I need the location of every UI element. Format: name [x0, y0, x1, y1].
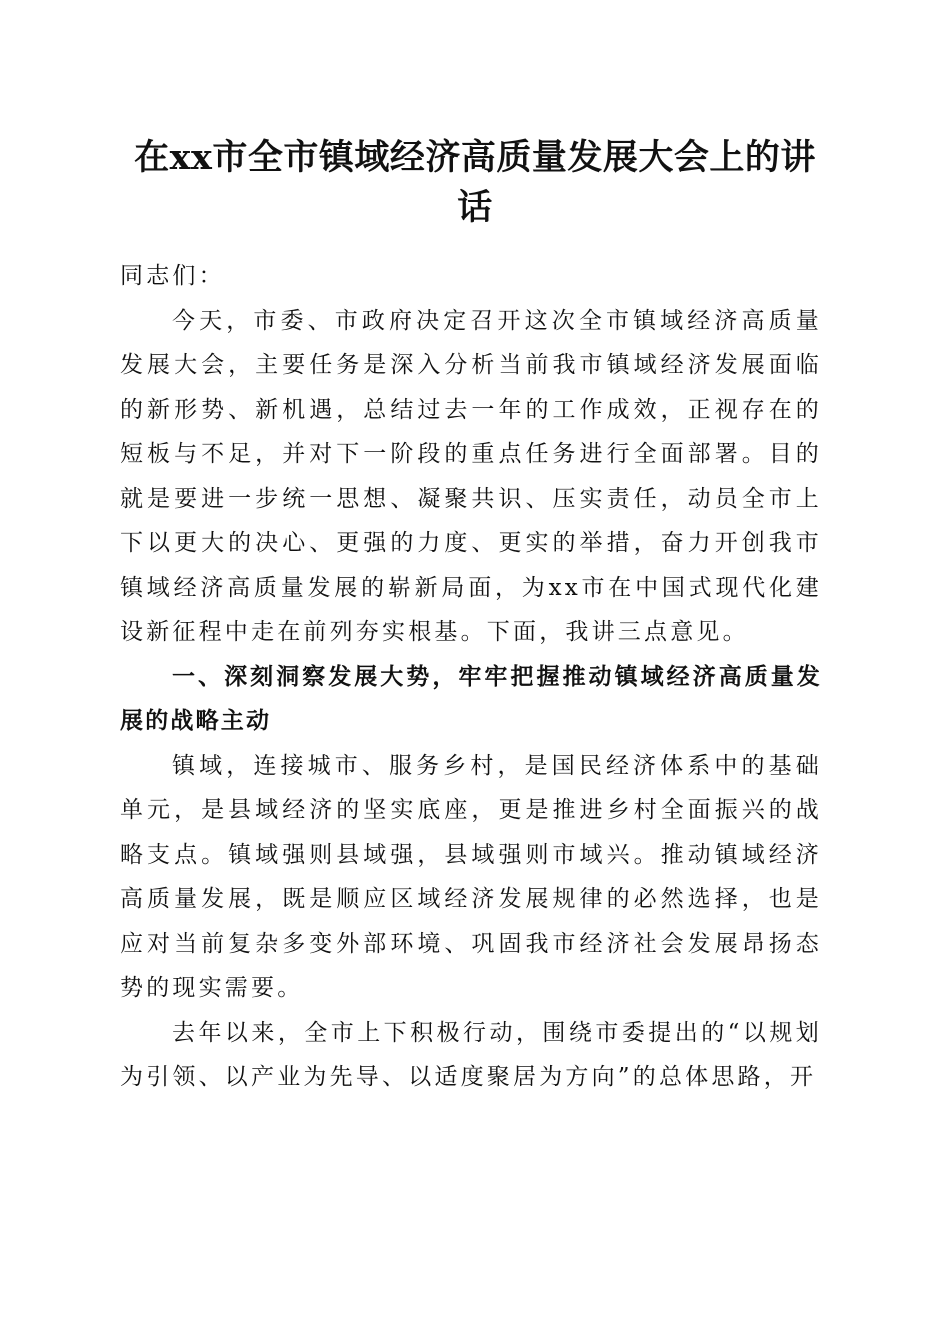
body-paragraph: 镇域，连接城市、服务乡村，是国民经济体系中的基础单元，是县域经济的坚实底座，更是推进乡村全面振兴的战略支点。镇域强则县域强，县域强则市域兴。推动镇域经济高质量发展，既是顺应区域经济发展规律的必然选择，也是应对当前复杂多变外部环境、巩固我市经济社会发展昂扬态势的现实需要。: [120, 752, 822, 1001]
salutation: 同志们：: [120, 263, 225, 289]
intro-paragraph: 今天，市委、市政府决定召开这次全市镇域经济高质量发展大会，主要任务是深入分析当前我市镇域经济发展面临的新形势、新机遇，总结过去一年的工作成效，正视存在的短板与不足，并对下一阶段的重点任务进行全面部署。目的就是要进一步统一思想、凝聚共识、压实责任，动员全市上下以更大的决心、更强的力度、更实的举措，奋力开创我市镇域经济高质量发展的崭新局面，为xx市在中国式现代化建设新征程中走在前列夯实根基。下面，我讲三点意见。: [120, 307, 822, 645]
document-title: 在xx市全市镇域经济高质量发展大会上的讲话: [134, 137, 816, 228]
section-heading: 一、深刻洞察发展大势，牢牢把握推动镇域经济高质量发展的战略主动: [120, 663, 822, 734]
document-body: [120, 254, 822, 1100]
body-paragraph: 去年以来，全市上下积极行动，围绕市委提出的“以规划为引领、以产业为先导、以适度聚居为方向”的总体思路，开: [120, 1019, 822, 1090]
